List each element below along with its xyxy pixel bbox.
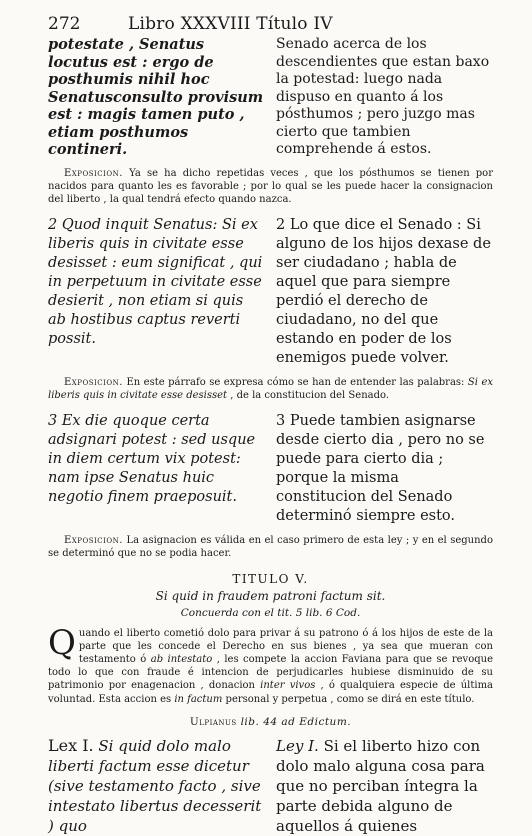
exposicion-tail: , de la constitucion del Senado. [230,389,390,401]
spanish-column: Senado acerca de los descendientes que estan baxo la potestad: luego nada dispuso en quanto á los pósthumos ; pero juzgo mas cierto que tambien comprehende á estos. [276,36,490,157]
exposicion-label: Exposicion. [64,534,123,546]
page-number: 272 [48,14,81,34]
titulo-subtitle: Si quid in fraudem patroni factum sit. [155,588,386,603]
ulpianus-name: Ulpianus [189,715,237,728]
drop-cap: Q [48,622,76,663]
intro-italic-1: ab intestato [150,653,213,665]
lex-text: Si quid dolo malo liberti factum esse dicetur (sive testamento facto , sive intestato libertus decesserit ) [48,736,262,835]
lex-1 [48,728,493,836]
page [48,14,493,836]
exposicion-quote: Si ex liberis quis in civitate esse desisset [48,376,494,401]
intro-italic-3: in factum [174,693,223,705]
ley-label: Ley I. [276,736,319,755]
exposicion-1 [48,167,493,206]
intro-italic-2: inter vivos [260,680,316,692]
ulpianus-citation [48,716,493,728]
latin-column: 3 Ex die quoque certa adsignari potest : sed usque in diem certum vix potest: nam ipse Senatus huic negotio finem praeposuit. [48,412,256,505]
lex-label: Lex I. [48,735,94,755]
latin-column: potestate , Senatus locutus est : ergo de posthumis nihil hoc Senatusconsulto provisum est : magis tamen puto , etiam posthumos contineri. [48,36,264,158]
ley-text: Si el liberto hizo con dolo malo alguna cosa para que no perciban íntegra la parte debida alguno de aquellos á quienes [276,736,485,835]
spanish-column [276,736,493,836]
exposicion-text: En este párrafo se expresa cómo se han de entender las palabras: [126,376,465,388]
spanish-column: 2 Lo que dice el Senado : Si alguno de los hijos dexase de ser ciudadano ; habla de aquel que para siempre perdió el derecho de ciudadano, no del que estando en poder de los enemigos puede volver. [276,216,491,366]
exposicion-2 [48,376,493,402]
exposicion-3 [48,534,493,560]
intro-text-1: uando el liberto cometió dolo para privar á su patrono ó á los hijos de este de la parte que les concede el Derecho en sus bienes , ya sea que mueran con testamento ó [78,627,493,665]
intro-paragraph [48,622,494,706]
exposicion-text: La asignacion es válida en el caso primero de esta ley ; y en el segundo se determinó que no se podia hacer. [48,534,493,559]
block-1 [48,36,493,159]
titulo-heading: TITULO V. [232,571,309,586]
section-2 [48,216,493,368]
spanish-column: 3 Puede tambien asignarse desde cierto dia , pero no se puede para cierto dia ; porque la misma constitucion del Senado determinó siempre esto. [276,412,485,524]
exposicion-label: Exposicion. [64,167,123,179]
concuerda-note: Concuerda con el tit. 5 lib. 6 Cod. [180,606,361,619]
intro-text-3: , ó qualquiera especie de última voluntad. Esta accion es [48,680,494,705]
intro-text-4: personal y perpetua , como se dirá en este título. [225,693,475,705]
section-3 [48,412,493,526]
running-head: Libro XXXVIII Título IV [128,14,333,34]
page-header [48,14,493,36]
ulpianus-ref: lib. 44 ad Edictum. [240,715,352,728]
exposicion-text: Ya se ha dicho repetidas veces , que los pósthumos se tienen por nacidos para quanto les es favorable ; por lo qual se les puede hacer la consignacion del liberto , la qual tendrá efecto quando nazca. [48,167,493,205]
latin-column: 2 Quod inquit Senatus: Si ex liberis quis in civitate esse desisset : eum significat , qui in perpetuum in civitate esse desierit , non etiam si quis ab hostibus captus reverti possit. [48,216,263,347]
exposicion-label: Exposicion. [64,376,123,388]
latin-column [48,736,264,836]
intro-text-2: , les compete la accion Faviana para que se revoque todo lo que con fraude é intencion de perjudicarles hubiese disminuido de su patrimonio por enagenacion , donacion [48,653,493,692]
lex-continuation: quo [58,816,87,835]
